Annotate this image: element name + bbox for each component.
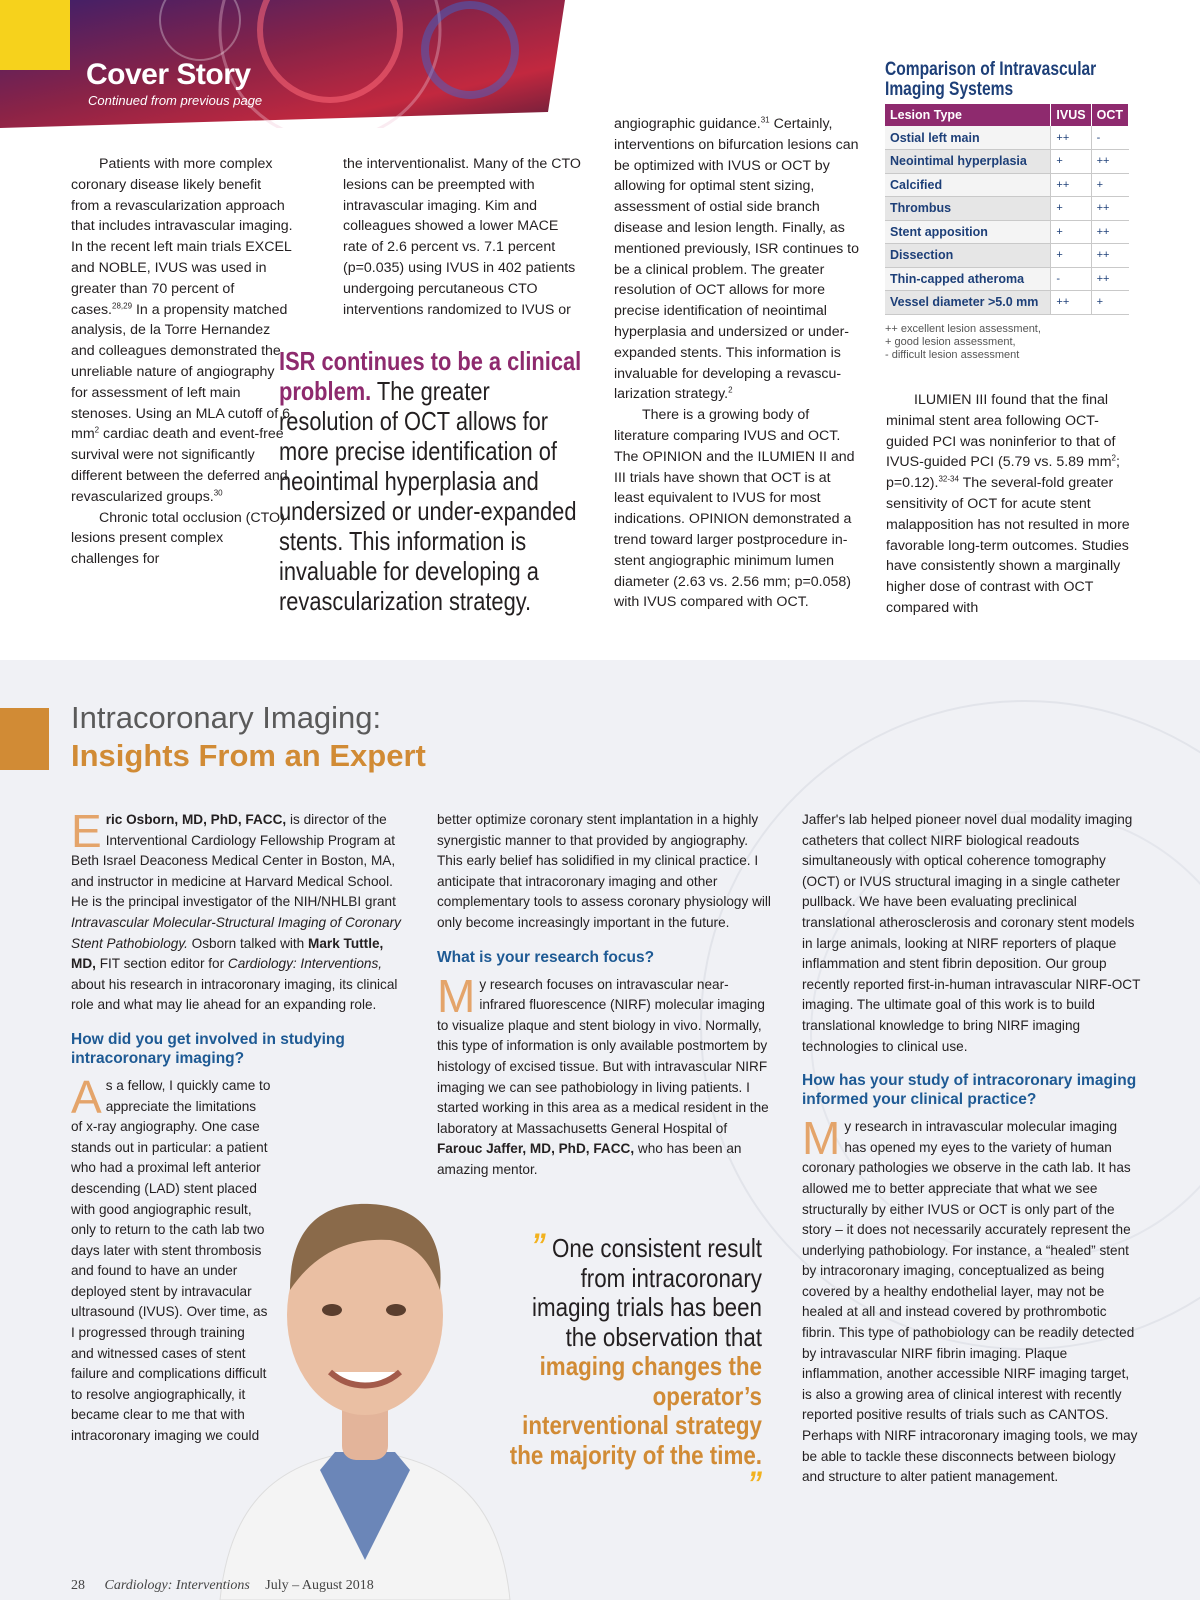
dropcap: M — [802, 1112, 841, 1165]
interview-title-line2: Insights From an Expert — [71, 738, 426, 773]
dropcap: M — [437, 969, 476, 1022]
page-footer — [71, 1578, 374, 1594]
question-heading: What is your research focus? — [437, 948, 655, 966]
answer-paragraph: My research in intravascular molecular imaging has opened my eyes to the variety of human coronary pathologies we observe in the cath lab. It has allowed me to better appreciate that what we see structurally by either IVUS or OCT is only part of the story – it does not necessarily accurately represent the underlying pathobiology. For instance, a “healed” stent by intracoronary imaging, conceptualized as being covered by a healthy endothelial layer, may not be healed at all and instead covered by prothrombotic fibrin. This type of pathobiology can be readily detected by intravascular NIRF fibrin imaging. Plaque inflammation, another accessible NIRF imaging target, is also a growing area of clinical interest with recently reported positive results of trials such as CANTOS. Perhaps with NIRF intracoronary imaging tools, we may be able to tackle these disconnects between biology and structure to alter patient management. — [802, 1112, 1138, 1485]
table-row: Vessel diameter >5.0 mm ++ + — [885, 291, 1129, 315]
pull-quote-interview: ” One consistent result from intracoronary imaging trials has been the observation that imaging changes the operator’s interventional strategy the majority of the time. ” — [509, 1227, 762, 1503]
cover-story-banner — [0, 0, 570, 128]
paragraph: better optimize coronary stent implantation in a highly synergistic manner to that provided by angiography. This early belief has solidified in my clinical practice. I anticipate that intracoronary imaging and other complementary tools to assess coronary physiology will only become increasingly important in the future. — [437, 812, 771, 930]
header-lesion-type: Lesion Type — [885, 104, 1051, 126]
table-row: Ostial left main ++ - — [885, 126, 1129, 150]
header-ivus: IVUS — [1051, 104, 1091, 126]
paragraph: angiographic guidance.$^{31}$ Certainly, interventions on bifurcation lesions can be optimized with IVUS or OCT by allowing for optimal stent sizing, assessment of ostial side branch disease and lesion length. Finally, as mentioned previously, ISR continues to be a clinical problem. The greater resolution of OCT allows for more precise identification of neointimal hyperplasia and undersized or under-expanded stents. This information is invaluable for developing a revascu-larization strategy.$^2$ — [614, 115, 859, 403]
section-title: Cover Story — [86, 58, 251, 91]
comparison-table — [885, 104, 1129, 315]
page-number: 28 — [71, 1578, 85, 1593]
table-title: Comparison of Intravascular Imaging Systems — [885, 59, 1097, 100]
dropcap: A — [71, 1070, 102, 1123]
table-row: Thin-capped atheroma - ++ — [885, 267, 1129, 291]
interview-title-line1: Intracoronary Imaging: — [71, 700, 382, 735]
open-quote-mark: ” — [531, 1227, 546, 1265]
interview-column-3 — [802, 810, 1142, 1488]
table-row: Neointimal hyperplasia + ++ — [885, 150, 1129, 174]
intro-paragraph: Eric Osborn, MD, PhD, FACC, is director of the Interventional Cardiology Fellowship Program at Beth Israel Deaconess Medical Center in Boston, MA, and instructor in medicine at Harvard Medical School. He is the principal investigator of the NIH/NHLBI grant Intravascular Molecular-Structural Imaging of Coronary Stent Pathobiology. Osborn talked with Mark Tuttle, MD, FIT section editor for Cardiology: Interventions, about his research in intracoronary imaging, its clinical role and what may lie ahead for an expanding role. — [71, 805, 401, 1013]
question-heading: How has your study of intracoronary imaging informed your clinical practice? — [802, 1072, 1137, 1109]
answer-paragraph: My research focuses on intravascular near-infrared fluorescence (NIRF) molecular imaging to visualize plaque and stent biology in vivo. Normally, this type of information is only available postmortem by histology of excised tissue. But with intravascular NIRF imaging we can see pathobiology in living patients. I started working in this area as a medical resident in the laboratory at Massachusetts General Hospital of Farouc Jaffer, MD, PhD, FACC, who has been an amazing mentor. — [437, 969, 769, 1177]
issue-date: July – August 2018 — [265, 1578, 374, 1593]
paragraph: the interventionalist. Many of the CTO lesions can be preempted with intravascular imaging. Kim and colleagues showed a lower MACE rate of 2.6 percent vs. 7.1 percent (p=0.035) using IVUS in 402 patients undergoing percutaneous CTO interventions randomized to IVUS or — [343, 156, 581, 318]
paragraph: There is a growing body of literature comparing IVUS and OCT. The OPINION and the ILUMIEN II and III trials have shown that OCT is at least equivalent to IVUS for most indications. OPINION demonstrated a trend toward larger postprocedure in-stent angiographic minimum lumen diameter (2.63 vs. 2.56 mm; p=0.058) with IVUS compared with OCT. — [614, 407, 855, 611]
pull-quote-isr: ISR continues to be a clinical problem. The greater resolution of OCT allows for more precise identification of neointimal hyperplasia and undersized or under-expanded stents. This information is invaluable for developing a revascularization strategy. — [279, 346, 582, 616]
table-row: Stent apposition + ++ — [885, 220, 1129, 244]
portrait-photo — [200, 1140, 530, 1600]
paragraph: Patients with more complex coronary disease likely benefit from a revascularization approach that includes intravascular imaging. In the recent left main trials EXCEL and NOBLE, IVUS was used in greater than 70 percent of cases.$^{28,29}$ In a propensity matched analysis, de la Torre Hernandez and colleagues demonstrated the unreliable nature of angiography for assessment of left main stenoses. Using an MLA cutoff of 6 $mm^2$ cardiac death and event-free survival were not significantly different between the deferred and revascularized groups.$^{30}$ — [71, 156, 293, 505]
section-subtitle: Continued from previous page — [88, 93, 263, 108]
article-column-3 — [614, 114, 862, 613]
table-row: Thrombus + ++ — [885, 197, 1129, 221]
answer-paragraph: As a fellow, I quickly came to appreciate the limitations of x-ray angiography. One case stands out in particular: a patient who had a proximal left anterior descending (LAD) stent placed with good angiographic result, only to return to the cath lab two days later with stent thrombosis and found to have an under deployed stent by intravacular ultrasound (IVUS). Over time, as I progressed through training and witnessed cases of stent failure and complications difficult to resolve angiographically, it became clear to me that with intracoronary imaging we could — [71, 1070, 271, 1444]
header-oct: OCT — [1091, 104, 1128, 126]
table-header-row — [885, 104, 1129, 126]
question-heading: How did you get involved in studying intracoronary imaging? — [71, 1030, 345, 1067]
paragraph: Jaffer's lab helped pioneer novel dual modality imaging catheters that collect NIRF biological readouts simultaneously with optical coherence tomography (OCT) or IVUS structural imaging in a single catheter pullback. We have been evaluating preclinical translational atherosclerosis and coronary stent models in large animals, looking at NIRF reporters of plaque inflammation and stent fibrin deposition. Our group recently reported first-in-human intravascular NIRF-OCT imaging. The ultimate goal of this work is to build translational knowledge to bring NIRF imaging technologies to clinical use. — [802, 812, 1141, 1054]
section-accent-bar — [0, 708, 49, 770]
paragraph: ILUMIEN III found that the final minimal stent area following OCT-guided PCI was noninferior to that of IVUS-guided PCI (5.79 vs. 5.89 $mm^2$; p=0.12).$^{32-34}$ The several-fold greater sensitivity of OCT for acute stent malapposition has not resulted in more favorable long-term outcomes. Studies have consistently shown a marginally higher dose of contrast with OCT compared with — [886, 392, 1130, 616]
article-column-2 — [343, 154, 581, 320]
table-legend: ++ excellent lesion assessment, + good lesion assessment, - difficult lesion assessment — [885, 322, 1041, 361]
dropcap: E — [71, 805, 102, 857]
article-column-4 — [886, 390, 1132, 619]
table-row: Dissection + ++ — [885, 244, 1129, 268]
table-row: Calcified ++ + — [885, 173, 1129, 197]
article-column-1 — [71, 154, 293, 570]
comparison-table-box — [885, 60, 1129, 362]
paragraph: Chronic total occlusion (CTO) lesions present complex challenges for — [71, 509, 285, 568]
magazine-name: Cardiology: Interventions — [104, 1578, 250, 1593]
interview-column-2 — [437, 810, 772, 1181]
close-quote-mark: ” — [747, 1465, 762, 1503]
